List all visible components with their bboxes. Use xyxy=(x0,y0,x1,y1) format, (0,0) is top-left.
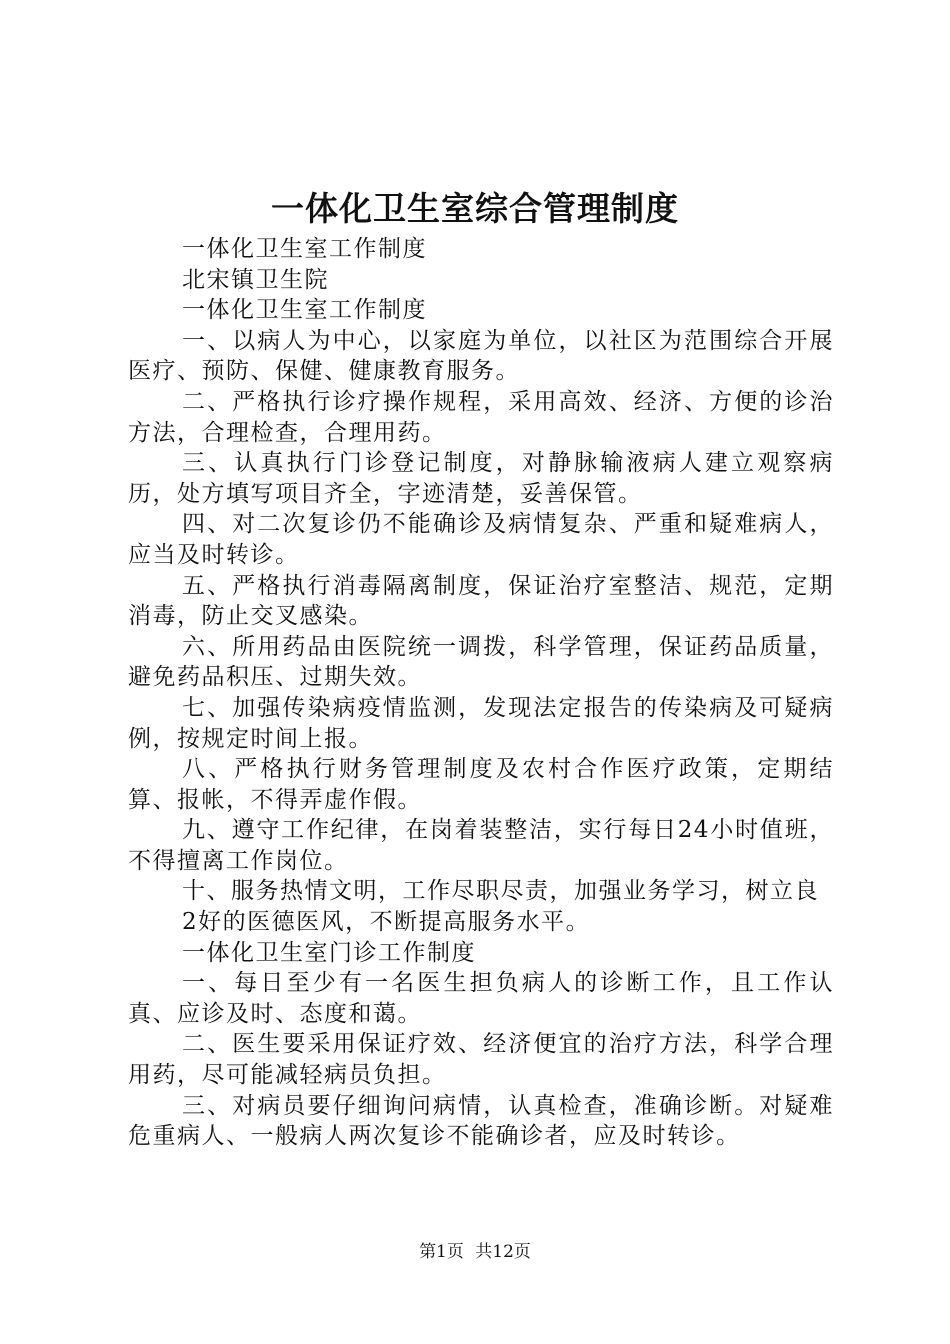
paragraph: 二、严格执行诊疗操作规程，采用高效、经济、方便的诊治方法，合理检查，合理用药。 xyxy=(128,388,834,446)
page-number: 第1页 xyxy=(419,1242,464,1262)
paragraph: 一体化卫生室工作制度 xyxy=(182,236,427,262)
paragraph: 四、对二次复诊仍不能确诊及病情复杂、严重和疑难病人，应当及时转诊。 xyxy=(128,511,834,568)
paragraph: 二、医生要采用保证疗效、经济便宜的治疗方法，科学合理用药，尽可能减轻病员负担。 xyxy=(128,1031,834,1089)
paragraph: 一体化卫生室工作制度 xyxy=(182,297,427,324)
paragraph: 十、服务热情文明，工作尽职尽责，加强业务学习，树立良 xyxy=(182,878,819,905)
paragraph: 2好的医德医风，不断提高服务水平。 xyxy=(182,909,591,936)
paragraph: 三、认真执行门诊登记制度，对静脉输液病人建立观察病历，处方填写项目齐全，字迹清楚，妥善保管。 xyxy=(128,450,834,507)
paragraph: 七、加强传染病疫情监测，发现法定报告的传染病及可疑病例，按规定时间上报。 xyxy=(128,694,834,752)
paragraph: 一、每日至少有一名医生担负病人的诊断工作，且工作认真、应诊及时、态度和蔼。 xyxy=(128,970,834,1027)
page-total: 共12页 xyxy=(475,1242,531,1262)
paragraph: 一、以病人为中心，以家庭为单位，以社区为范围综合开展医疗、预防、保健、健康教育服务。 xyxy=(128,327,834,385)
page-footer xyxy=(0,1240,950,1264)
paragraph: 九、遵守工作纪律，在岗着装整洁，实行每日24小时值班，不得擅离工作岗位。 xyxy=(128,817,834,874)
paragraph: 一体化卫生室门诊工作制度 xyxy=(182,939,476,966)
paragraph: 北宋镇卫生院 xyxy=(182,266,329,293)
paragraph: 三、对病员要仔细询问病情，认真检查，准确诊断。对疑难危重病人、一般病人两次复诊不能确诊者，应及时转诊。 xyxy=(128,1092,834,1150)
document-title: 一体化卫生室综合管理制度 xyxy=(271,189,679,228)
paragraph: 六、所用药品由医院统一调拨，科学管理，保证药品质量，避免药品积压、过期失效。 xyxy=(128,633,834,691)
paragraph: 五、严格执行消毒隔离制度，保证治疗室整洁、规范，定期消毒，防止交叉感染。 xyxy=(128,572,834,630)
document-body xyxy=(128,234,834,1152)
paragraph: 八、严格执行财务管理制度及农村合作医疗政策，定期结算、报帐，不得弄虚作假。 xyxy=(128,756,834,813)
